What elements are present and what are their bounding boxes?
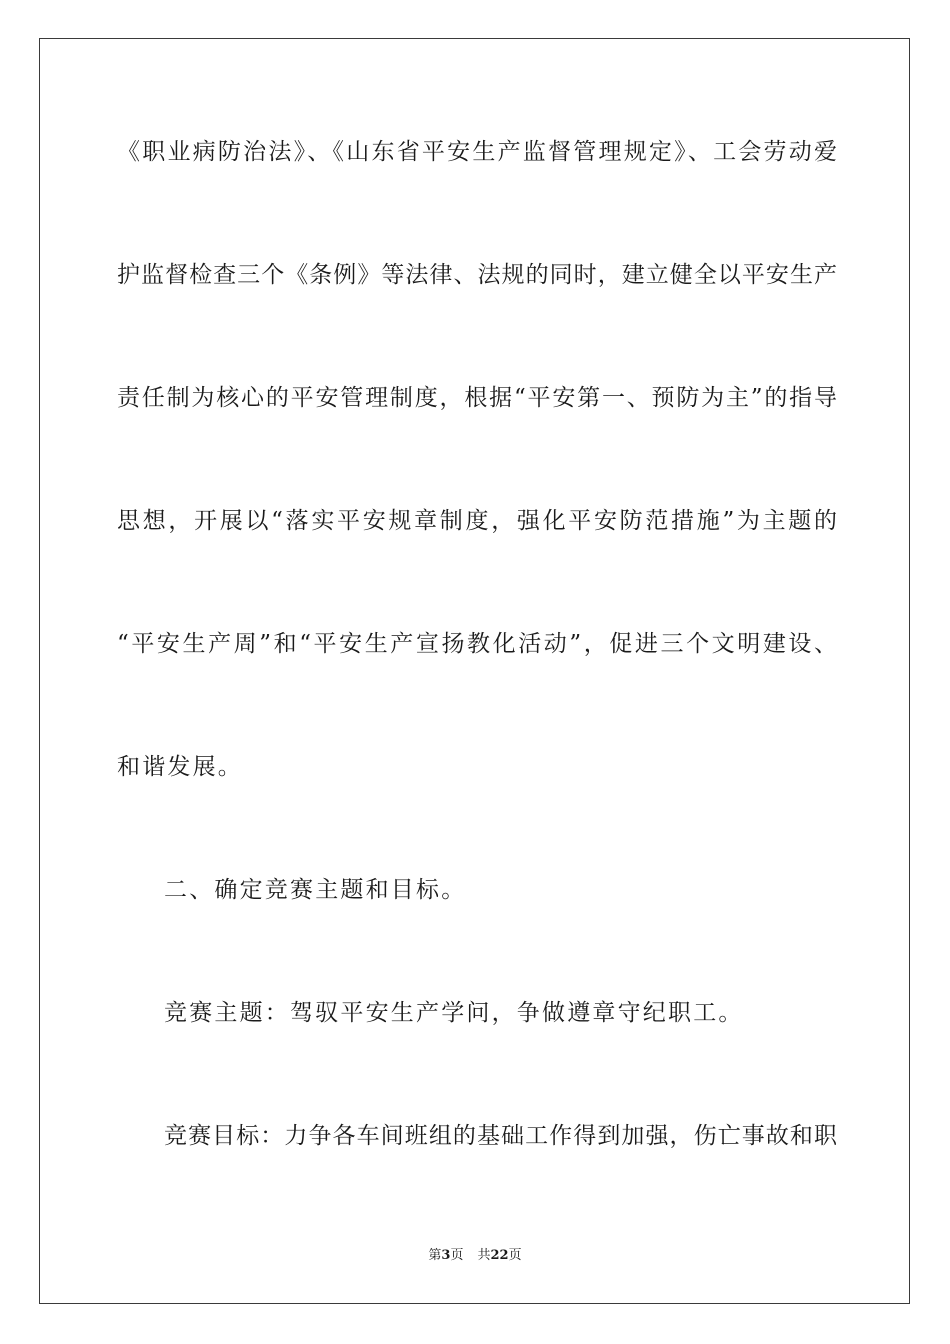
competition-theme: 竞赛主题：驾驭平安生产学问，争做遵章守纪职工。 [164,1000,744,1026]
paragraph-line-3: 责任制为核心的平安管理制度，根据“平安第一、预防为主”的指导 [117,385,837,411]
paragraph-line-6: 和谐发展。 [117,754,243,780]
paragraph-line-1: 《职业病防治法》、《山东省平安生产监督管理规定》、工会劳动爱 [117,139,837,165]
competition-goal: 竞赛目标：力争各车间班组的基础工作得到加强，伤亡事故和职 [164,1123,837,1149]
footer-page-suffix: 页 [450,1248,464,1263]
footer-total-pages: 22 [490,1248,509,1263]
paragraph-line-4: 思想，开展以“落实平安规章制度，强化平安防范措施”为主题的 [117,508,837,534]
paragraph-line-5: “平安生产周”和“平安生产宣扬教化活动”，促进三个文明建设、 [117,631,837,657]
footer-page-prefix: 第 [428,1248,442,1263]
footer-total-suffix: 页 [508,1248,522,1263]
paragraph-line-2: 护监督检查三个《条例》等法律、法规的同时，建立健全以平安生产 [117,262,837,288]
section-heading: 二、确定竞赛主题和目标。 [164,877,467,903]
footer-total-prefix: 共 [477,1248,491,1263]
footer-page-number: 3 [441,1248,451,1263]
page-border [39,38,910,1304]
page-footer [0,1247,950,1265]
